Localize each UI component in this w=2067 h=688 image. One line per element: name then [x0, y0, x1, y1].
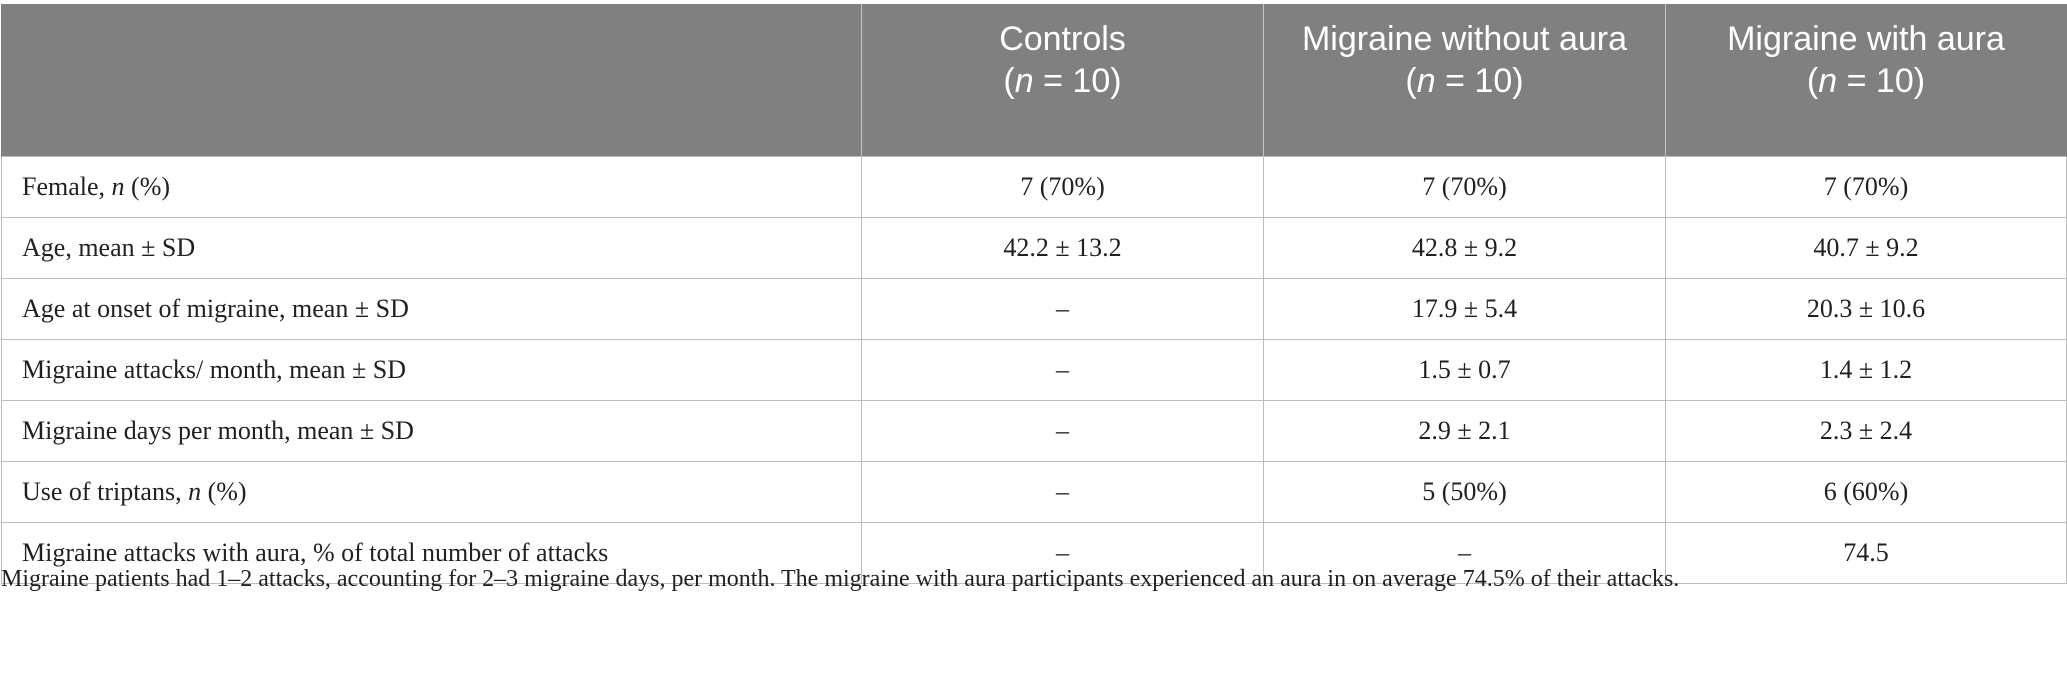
- cell-controls: –: [862, 339, 1264, 400]
- table-row: [2, 278, 2067, 339]
- cell-migraine-without-aura: 17.9 ± 5.4: [1264, 278, 1666, 339]
- cell-migraine-with-aura: 74.5: [1666, 522, 2067, 583]
- cell-migraine-without-aura: 7 (70%): [1264, 156, 1666, 217]
- table-header: [2, 4, 2067, 156]
- table-footnote: Migraine patients had 1–2 attacks, accounting for 2–3 migraine days, per month. The migraine with aura participants experienced an aura in on average 74.5% of their attacks.: [1, 566, 1680, 592]
- cell-migraine-with-aura: 6 (60%): [1666, 461, 2067, 522]
- table-body: [2, 156, 2067, 583]
- cell-migraine-without-aura: 42.8 ± 9.2: [1264, 217, 1666, 278]
- row-label: Migraine days per month, mean ± SD: [2, 400, 862, 461]
- header-group-name: Migraine with aura: [1727, 20, 2005, 58]
- cell-controls: 42.2 ± 13.2: [862, 217, 1264, 278]
- cell-migraine-without-aura: 1.5 ± 0.7: [1264, 339, 1666, 400]
- cell-migraine-with-aura: 2.3 ± 2.4: [1666, 400, 2067, 461]
- header-group-size: (n = 10): [1405, 62, 1524, 100]
- row-label: Age, mean ± SD: [2, 217, 862, 278]
- cell-controls: –: [862, 278, 1264, 339]
- cell-migraine-with-aura: 20.3 ± 10.6: [1666, 278, 2067, 339]
- header-cell-empty: [2, 4, 862, 156]
- header-group-name: Controls: [999, 20, 1126, 58]
- cell-migraine-with-aura: 40.7 ± 9.2: [1666, 217, 2067, 278]
- header-group-size: (n = 10): [1806, 62, 1926, 100]
- header-cell-controls: [862, 4, 1264, 156]
- demographics-table: [1, 4, 2067, 584]
- table-row: [2, 461, 2067, 522]
- cell-migraine-without-aura: 2.9 ± 2.1: [1264, 400, 1666, 461]
- row-label: Age at onset of migraine, mean ± SD: [2, 278, 862, 339]
- table-row: [2, 400, 2067, 461]
- header-cell-migraine-without-aura: [1264, 4, 1666, 156]
- row-label: Migraine attacks with aura, % of total number of attacks: [2, 522, 862, 583]
- cell-migraine-with-aura: 7 (70%): [1666, 156, 2067, 217]
- cell-controls: –: [862, 522, 1264, 583]
- header-row: [2, 4, 2067, 156]
- header-cell-migraine-with-aura: [1666, 4, 2067, 156]
- cell-migraine-without-aura: –: [1264, 522, 1666, 583]
- cell-controls: 7 (70%): [862, 156, 1264, 217]
- row-label: Use of triptans, n (%): [2, 461, 862, 522]
- header-group-name: Migraine without aura: [1301, 20, 1628, 58]
- cell-controls: –: [862, 400, 1264, 461]
- cell-migraine-without-aura: 5 (50%): [1264, 461, 1666, 522]
- row-label: Female, n (%): [2, 156, 862, 217]
- table-row: [2, 156, 2067, 217]
- table-row: [2, 217, 2067, 278]
- cell-controls: –: [862, 461, 1264, 522]
- cell-migraine-with-aura: 1.4 ± 1.2: [1666, 339, 2067, 400]
- header-group-size: (n = 10): [1003, 62, 1122, 100]
- row-label: Migraine attacks/ month, mean ± SD: [2, 339, 862, 400]
- table-row: [2, 339, 2067, 400]
